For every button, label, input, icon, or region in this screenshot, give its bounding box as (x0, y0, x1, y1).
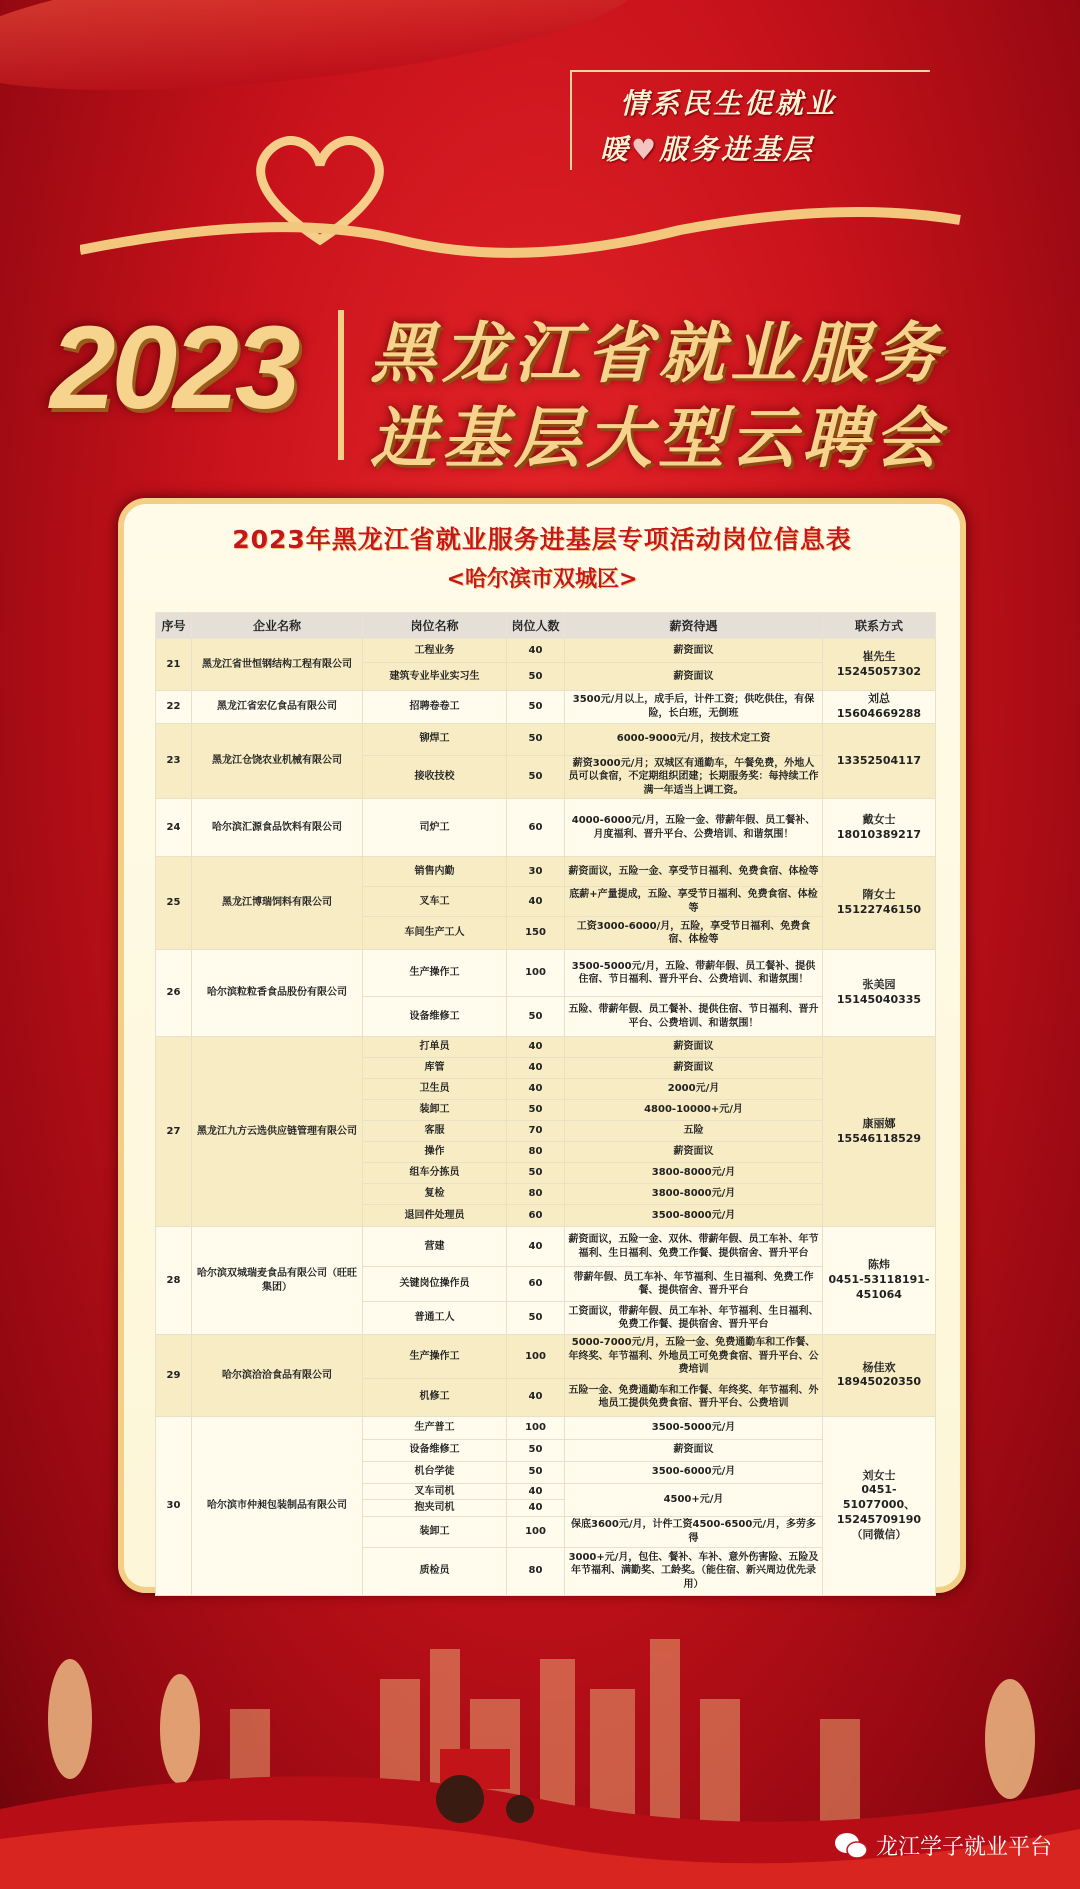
salary-cell: 3500-8000元/月 (565, 1205, 823, 1227)
position-cell: 生产操作工 (363, 1335, 507, 1379)
contact-phone: 0451-53118191-451064 (828, 1273, 930, 1302)
position-cell: 装卸工 (363, 1100, 507, 1121)
count-cell: 50 (507, 1100, 565, 1121)
company-name-cell: 黑龙江省世恒钢结构工程有限公司 (192, 639, 363, 691)
count-cell: 100 (507, 950, 565, 997)
count-cell: 40 (507, 639, 565, 663)
contact-name: 康丽娜 (862, 1116, 896, 1130)
seq-cell: 24 (156, 799, 192, 857)
count-cell: 40 (507, 1500, 565, 1517)
company-name-cell: 哈尔滨洽洽食品有限公司 (192, 1335, 363, 1417)
contact-cell (823, 950, 936, 1037)
count-cell: 80 (507, 1142, 565, 1163)
position-cell: 司炉工 (363, 799, 507, 857)
salary-cell: 3000+元/月，包住、餐补、车补、意外伤害险、五险及年节福利、满勤奖、工龄奖。（能住宿、新兴周边优先录用） (565, 1547, 823, 1595)
contact-phone: 18945020350 (836, 1375, 922, 1389)
salary-cell: 薪资面议，五险一金、双休、带薪年假、员工车补、年节福利、生日福利、免费工作餐、提供宿舍、晋升平台 (565, 1227, 823, 1267)
count-cell: 50 (507, 691, 565, 724)
company-name-cell: 黑龙江仓饶农业机械有限公司 (192, 723, 363, 799)
position-cell: 车间生产工人 (363, 917, 507, 950)
position-cell: 销售内勤 (363, 857, 507, 887)
contact-name: 戴女士 (862, 812, 896, 826)
company-name-cell: 黑龙江博瑞饲料有限公司 (192, 857, 363, 950)
salary-cell: 保底3600元/月，计件工资4500-6500元/月，多劳多得 (565, 1516, 823, 1547)
salary-cell: 薪资面议 (565, 1142, 823, 1163)
wechat-account-name: 龙江学子就业平台 (875, 1835, 1052, 1860)
position-cell: 机修工 (363, 1378, 507, 1416)
position-cell: 生产普工 (363, 1416, 507, 1439)
salary-cell: 5000-7000元/月，五险一金、免费通勤车和工作餐、年终奖、年节福利、外地员工可免费食宿、晋升平台、公费培训 (565, 1335, 823, 1379)
contact-phone: 15604669288 (836, 706, 922, 720)
seq-cell: 30 (156, 1416, 192, 1595)
slogan-text: 服务进基层 (659, 133, 815, 166)
contact-name: 刘总 (868, 692, 890, 705)
header-contact: 联系方式 (823, 613, 936, 639)
table-row (156, 799, 936, 857)
salary-cell: 薪资面议 (565, 1037, 823, 1058)
position-cell: 库管 (363, 1058, 507, 1079)
count-cell: 40 (507, 1483, 565, 1500)
company-name-cell: 哈尔滨市仲昶包装制品有限公司 (192, 1416, 363, 1595)
position-cell: 生产操作工 (363, 950, 507, 997)
table-row (156, 857, 936, 887)
header-salary: 薪资待遇 (565, 613, 823, 639)
count-cell: 30 (507, 857, 565, 887)
headline-year: 2023 (50, 302, 297, 434)
seq-cell: 23 (156, 723, 192, 799)
contact-cell (823, 799, 936, 857)
position-cell: 设备维修工 (363, 997, 507, 1037)
table-header-row (156, 613, 936, 639)
slogan-line-1: 情系民生促就业 (620, 87, 838, 120)
position-cell: 建筑专业毕业实习生 (363, 663, 507, 691)
contact-phone: 15145040335 (836, 993, 922, 1007)
salary-cell: 4000-6000元/月，五险一金、带薪年假、员工餐补、月度福利、晋升平台、公费培训、和谐氛围！ (565, 799, 823, 857)
position-cell: 叉车工 (363, 887, 507, 917)
position-cell: 普通工人 (363, 1302, 507, 1335)
slogan-line-2 (600, 128, 814, 168)
count-cell: 50 (507, 1461, 565, 1483)
count-cell: 100 (507, 1335, 565, 1379)
contact-phone: 15122746150 (836, 903, 922, 917)
contact-phone: 15546118529 (836, 1131, 922, 1145)
position-cell: 操作 (363, 1142, 507, 1163)
position-cell: 机台学徒 (363, 1461, 507, 1483)
position-cell: 铆焊工 (363, 723, 507, 755)
salary-cell: 工资面议，带薪年假、员工车补、年节福利、生日福利、免费工作餐、提供宿舍、晋升平台 (565, 1302, 823, 1335)
count-cell: 50 (507, 723, 565, 755)
salary-cell: 6000-9000元/月，按技术定工资 (565, 723, 823, 755)
count-cell: 80 (507, 1547, 565, 1595)
count-cell: 50 (507, 1302, 565, 1335)
gold-ribbon-icon (80, 190, 980, 280)
table-row (156, 1335, 936, 1379)
salary-cell: 3500-6000元/月 (565, 1461, 823, 1483)
seq-cell: 27 (156, 1037, 192, 1227)
contact-phone: 18010389217 (836, 827, 922, 841)
count-cell: 50 (507, 1439, 565, 1461)
company-name-cell: 哈尔滨汇源食品饮料有限公司 (192, 799, 363, 857)
position-cell: 设备维修工 (363, 1439, 507, 1461)
position-cell: 组车分拣员 (363, 1163, 507, 1184)
salary-cell: 五险、带薪年假、员工餐补、提供住宿、节日福利、晋升平台、公费培训、和谐氛围！ (565, 997, 823, 1037)
heart-icon: ♥ (631, 133, 660, 166)
salary-cell: 3800-8000元/月 (565, 1184, 823, 1205)
salary-cell: 五险一金、免费通勤车和工作餐、年终奖、年节福利、外地员工提供免费食宿、晋升平台、公费培训 (565, 1378, 823, 1416)
headline-line-2: 进基层大型云聘会 (370, 399, 946, 477)
header-count: 岗位人数 (507, 613, 565, 639)
table-row (156, 950, 936, 997)
contact-phone: 13352504117 (836, 753, 922, 767)
table-subtitle: <哈尔滨市双城区> (446, 567, 638, 592)
salary-cell: 3500元/月以上，成手后，计件工资；供吃供住，有保险，长白班，无倒班 (565, 691, 823, 724)
position-cell: 复检 (363, 1184, 507, 1205)
company-name-cell: 黑龙江九方云选供应链管理有限公司 (192, 1037, 363, 1227)
count-cell: 60 (507, 1267, 565, 1302)
company-name-cell: 哈尔滨双城瑞麦食品有限公司（旺旺集团） (192, 1227, 363, 1335)
seq-cell: 26 (156, 950, 192, 1037)
salary-cell: 薪资面议 (565, 1058, 823, 1079)
salary-cell: 3500-5000元/月，五险、带薪年假、员工餐补、提供住宿、节日福利、晋升平台、公费培训、和谐氛围！ (565, 950, 823, 997)
salary-cell: 底薪+产量提成，五险、享受节日福利、免费食宿、体检等 (565, 887, 823, 917)
salary-cell: 薪资面议 (565, 639, 823, 663)
count-cell: 100 (507, 1516, 565, 1547)
salary-cell: 薪资面议，五险一金、享受节日福利、免费食宿、体检等 (565, 857, 823, 887)
salary-cell: 五险 (565, 1121, 823, 1142)
position-cell: 打单员 (363, 1037, 507, 1058)
count-cell: 60 (507, 799, 565, 857)
contact-cell (823, 1227, 936, 1335)
position-cell: 叉车司机 (363, 1483, 507, 1500)
count-cell: 100 (507, 1416, 565, 1439)
count-cell: 40 (507, 1378, 565, 1416)
salary-cell: 3500-5000元/月 (565, 1416, 823, 1439)
count-cell: 40 (507, 1037, 565, 1058)
table-row (156, 691, 936, 724)
seq-cell: 21 (156, 639, 192, 691)
contact-phone: 0451-51077000、15245709190（同微信） (836, 1483, 922, 1541)
contact-phone: 15245057302 (836, 664, 922, 678)
count-cell: 70 (507, 1121, 565, 1142)
position-cell: 营建 (363, 1227, 507, 1267)
count-cell: 40 (507, 1227, 565, 1267)
contact-cell (823, 639, 936, 691)
salary-cell: 带薪年假、员工车补、年节福利、生日福利、免费工作餐、提供宿舍、晋升平台 (565, 1267, 823, 1302)
seq-cell: 28 (156, 1227, 192, 1335)
job-info-card (118, 498, 966, 1593)
position-cell: 装卸工 (363, 1516, 507, 1547)
contact-name: 崔先生 (862, 649, 896, 663)
contact-name: 隋女士 (862, 888, 896, 902)
contact-cell (823, 691, 936, 724)
table-row (156, 639, 936, 663)
company-name-cell: 黑龙江省宏亿食品有限公司 (192, 691, 363, 724)
position-cell: 关键岗位操作员 (363, 1267, 507, 1302)
position-cell: 抱夹司机 (363, 1500, 507, 1517)
table-row (156, 723, 936, 755)
count-cell: 150 (507, 917, 565, 950)
salary-cell: 薪资面议 (565, 663, 823, 691)
decorative-ribbon (0, 0, 644, 116)
seq-cell: 25 (156, 857, 192, 950)
position-cell: 招聘卷卷工 (363, 691, 507, 724)
header-position: 岗位名称 (363, 613, 507, 639)
contact-name: 刘女士 (862, 1468, 896, 1482)
salary-cell: 工资3000-6000/月，五险，享受节日福利、免费食宿、体检等 (565, 917, 823, 950)
count-cell: 40 (507, 1079, 565, 1100)
salary-cell: 2000元/月 (565, 1079, 823, 1100)
contact-name: 张美园 (862, 978, 896, 992)
slogan-text: 暖 (600, 133, 632, 166)
salary-cell: 4800-10000+元/月 (565, 1100, 823, 1121)
count-cell: 50 (507, 997, 565, 1037)
position-cell: 卫生员 (363, 1079, 507, 1100)
table-row (156, 1227, 936, 1267)
contact-cell (823, 723, 936, 799)
contact-cell (823, 1037, 936, 1227)
contact-name: 杨佳欢 (862, 1360, 896, 1374)
contact-cell (823, 1335, 936, 1417)
salary-cell: 4500+元/月 (565, 1483, 823, 1516)
salary-cell: 3800-8000元/月 (565, 1163, 823, 1184)
job-table (155, 612, 936, 1596)
count-cell: 40 (507, 887, 565, 917)
header-seq: 序号 (156, 613, 192, 639)
position-cell: 客服 (363, 1121, 507, 1142)
wechat-icon (834, 1832, 868, 1860)
position-cell: 退回件处理员 (363, 1205, 507, 1227)
table-row (156, 1416, 936, 1439)
count-cell: 60 (507, 1205, 565, 1227)
position-cell: 接收技校 (363, 755, 507, 799)
position-cell: 工程业务 (363, 639, 507, 663)
table-title: 2023年黑龙江省就业服务进基层专项活动岗位信息表 (232, 525, 852, 554)
salary-cell: 薪资面议 (565, 1439, 823, 1461)
count-cell: 50 (507, 755, 565, 799)
table-row (156, 1037, 936, 1058)
headline-divider (338, 310, 344, 460)
contact-cell (823, 857, 936, 950)
seq-cell: 22 (156, 691, 192, 724)
wechat-account[interactable] (834, 1830, 1052, 1861)
seq-cell: 29 (156, 1335, 192, 1417)
header-company: 企业名称 (192, 613, 363, 639)
salary-cell: 薪资3000元/月；双城区有通勤车，午餐免费，外地人员可以食宿，不定期组织团建；长期服务奖：每持续工作满一年适当上调工资。 (565, 755, 823, 799)
count-cell: 50 (507, 663, 565, 691)
position-cell: 质检员 (363, 1547, 507, 1595)
count-cell: 80 (507, 1184, 565, 1205)
contact-name: 陈炜 (868, 1258, 890, 1272)
headline-line-1: 黑龙江省就业服务 (370, 314, 946, 392)
count-cell: 40 (507, 1058, 565, 1079)
company-name-cell: 哈尔滨粒粒香食品股份有限公司 (192, 950, 363, 1037)
count-cell: 50 (507, 1163, 565, 1184)
